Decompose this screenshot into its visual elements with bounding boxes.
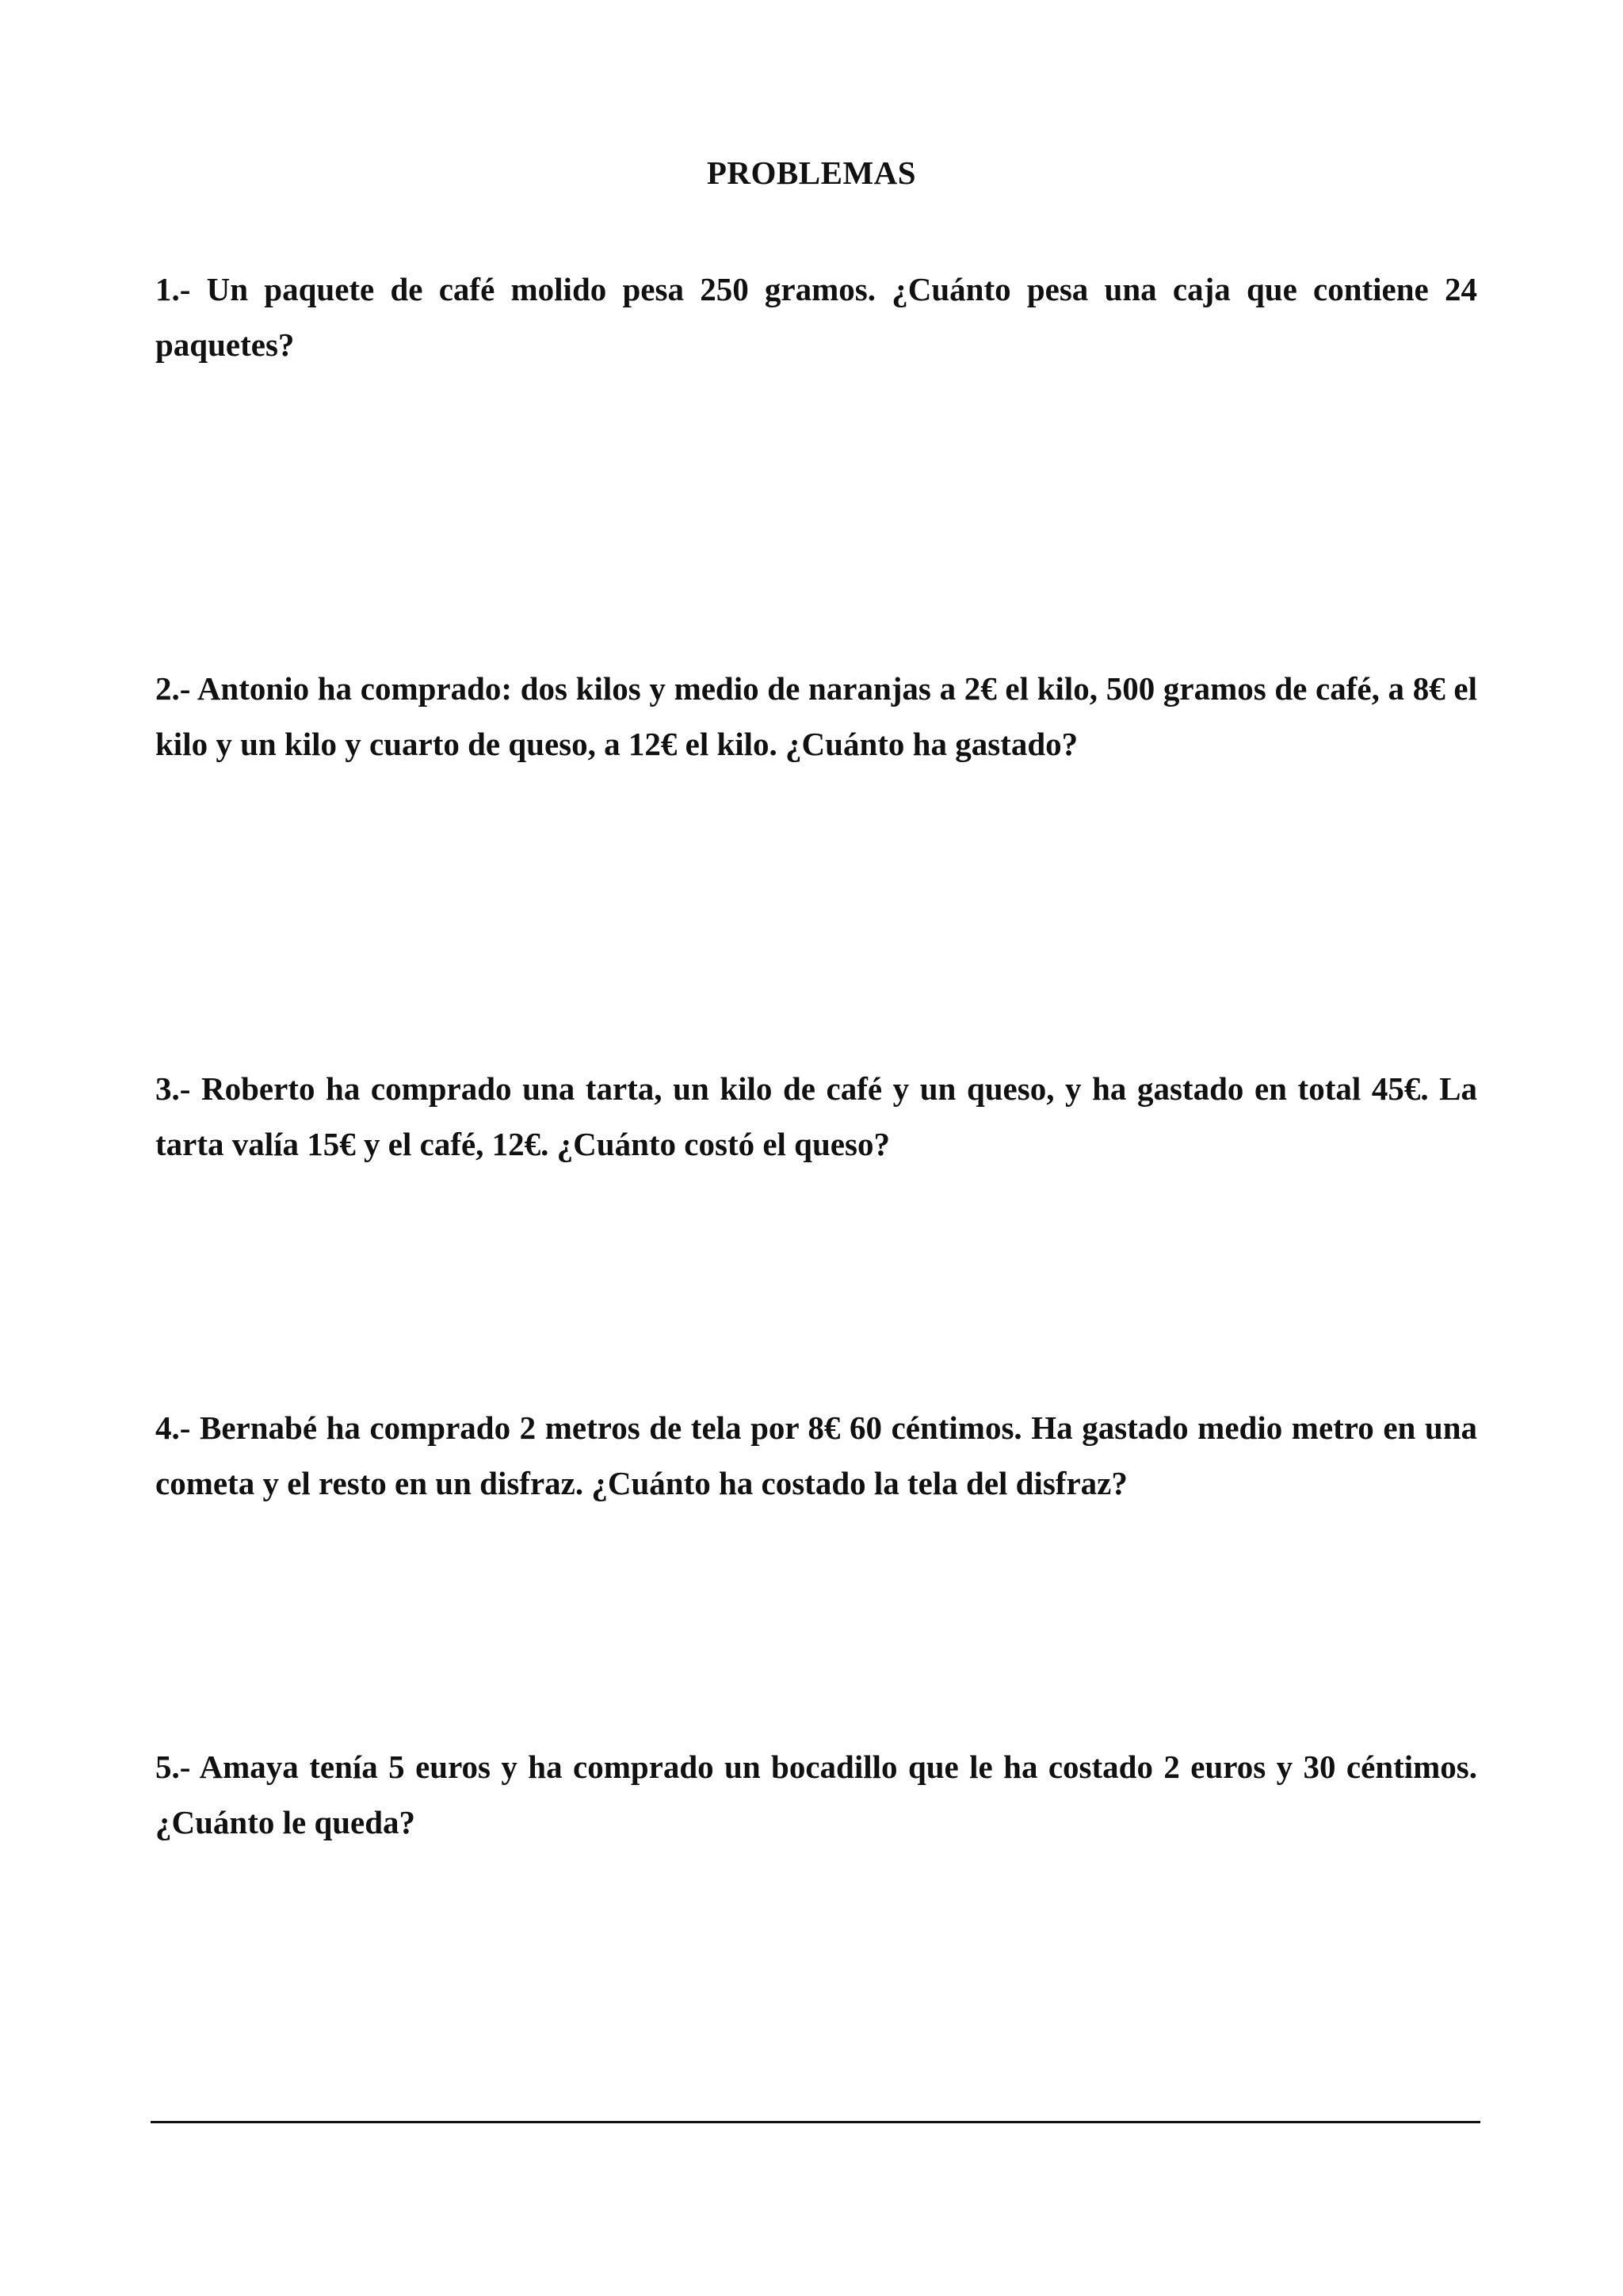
problem-4: 4.- Bernabé ha comprado 2 metros de tela por 8€ 60 céntimos. Ha gastado medio metro en una cometa y el resto en un disfraz. ¿Cuánto ha costado la tela del disfraz? — [155, 1409, 1477, 1501]
problem-1: 1.- Un paquete de café molido pesa 250 gramos. ¿Cuánto pesa una caja que contiene 24 paquetes? — [155, 271, 1477, 363]
problem-5: 5.- Amaya tenía 5 euros y ha comprado un bocadillo que le ha costado 2 euros y 30 céntimos. ¿Cuánto le queda? — [155, 1749, 1477, 1840]
page-title: PROBLEMAS — [706, 154, 917, 191]
problem-2: 2.- Antonio ha comprado: dos kilos y medio de naranjas a 2€ el kilo, 500 gramos de café, a 8€ el kilo y un kilo y cuarto de queso, a 12€ el kilo. ¿Cuánto ha gastado? — [155, 670, 1477, 762]
problem-3: 3.- Roberto ha comprado una tarta, un kilo de café y un queso, y ha gastado en total 45€. La tarta valía 15€ y el café, 12€. ¿Cuánto costó el queso? — [155, 1070, 1477, 1162]
footer-divider — [151, 2121, 1480, 2123]
